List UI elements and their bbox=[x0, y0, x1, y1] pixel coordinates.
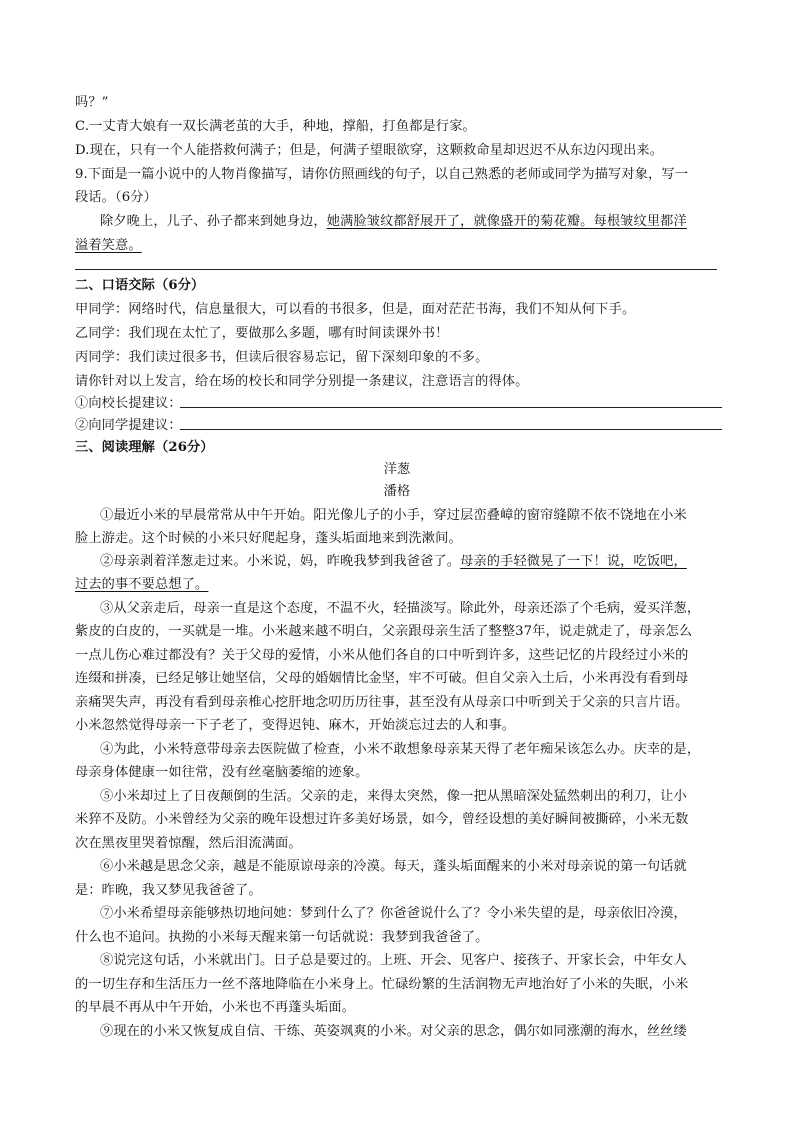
paragraph-6-line1: ⑥小米越是思念父亲，越是不能原谅母亲的冷漠。每天，蓬头垢面醒来的小米对母亲说的第一句话就 bbox=[100, 859, 687, 874]
paragraph-5-line2: 米猝不及防。小米曾经为父亲的晚年设想过许多美好场景，如今，曾经设想的美好瞬间被撕碎，小米无数 bbox=[75, 812, 689, 827]
paragraph-7-line1: ⑦小米希望母亲能够热切地问她：梦到什么了？你爸爸说什么了？令小米失望的是，母亲依旧冷漠， bbox=[100, 906, 687, 921]
q9-prompt-line2: 段话。（6分） bbox=[75, 190, 157, 205]
paragraph-1-line1: ①最近小米的早晨常常从中午开始。阳光像儿子的小手，穿过层峦叠嶂的窗帘缝隙不依不饶地在小米 bbox=[100, 508, 687, 523]
classmate-suggestion-label: ②向同学提建议： bbox=[75, 418, 182, 433]
prev-question-tail: 吗？” bbox=[75, 95, 109, 110]
q9-example-underlined-2: 溢着笑意。 bbox=[75, 238, 142, 253]
paragraph-1-line2: 脸上游走。这个时候的小米只好爬起身，蓬头垢面地来到洗漱间。 bbox=[75, 531, 462, 546]
option-c: C.一丈青大娘有一双长满老茧的大手，种地，撑船，打鱼都是行家。 bbox=[75, 119, 476, 134]
paragraph-3-line6: 小米忽然觉得母亲一下子老了，变得迟钝、麻木，开始淡忘过去的人和事。 bbox=[75, 718, 516, 733]
paragraph-2-line1 bbox=[100, 551, 687, 573]
paragraph-8-line3: 的早晨不再从中午开始，小米也不再蓬头垢面。 bbox=[75, 1000, 356, 1015]
paragraph-3-line1: ③从父亲走后，母亲一直是这个态度，不温不火，轻描淡写。除此外，母亲还添了个毛病，爱买洋葱， bbox=[100, 601, 701, 616]
paragraph-5-line1: ⑤小米却过上了日夜颠倒的生活。父亲的走，来得太突然，像一把从黑暗深处猛然刺出的利刀，让小 bbox=[100, 789, 687, 804]
q9-example-underlined-1: 她满脸皱纹都舒展开了，就像盛开的菊花瓣。每根皱纹里都洋 bbox=[326, 214, 687, 229]
classmate-answer-line[interactable] bbox=[180, 429, 722, 430]
paragraph-2-underlined-1: 母亲的手轻微晃了一下！说，吃饭吧， bbox=[460, 554, 687, 569]
section2-prompt: 请你针对以上发言，给在场的校长和同学分别提一条建议，注意语言的得体。 bbox=[75, 374, 529, 389]
q9-example-line1 bbox=[100, 211, 687, 233]
story-author: 潘格 bbox=[383, 484, 411, 499]
paragraph-6-line2: 是：昨晚，我又梦见我爸爸了。 bbox=[75, 883, 262, 898]
paragraph-3-line4: 连缀和拼凑，已经足够让她坚信，父母的婚姻情比金坚，牢不可破。但自父亲入土后，小米再没有看到母 bbox=[75, 671, 689, 686]
paragraph-2-plain: ②母亲剥着洋葱走过来。小米说，妈，昨晚我梦到我爸爸了。 bbox=[100, 554, 461, 569]
student-bing-line: 丙同学：我们读过很多书，但读后很容易忘记，留下深刻印象的不多。 bbox=[75, 350, 489, 365]
q9-answer-line[interactable] bbox=[75, 269, 717, 270]
paragraph-5-line3: 次在黑夜里哭着惊醒，然后泪流满面。 bbox=[75, 836, 302, 851]
section2-heading: 二、口语交际（6分） bbox=[75, 278, 205, 293]
section3-heading: 三、阅读理解（26分） bbox=[75, 440, 214, 455]
principal-answer-line[interactable] bbox=[180, 407, 722, 408]
paragraph-4-line1: ④为此，小米特意带母亲去医院做了检查，小米不敢想象母亲某天得了老年痴呆该怎么办。庆幸的是， bbox=[100, 742, 701, 757]
option-d: D.现在，只有一个人能搭救何满子；但是，何满子望眼欲穿，这颗救命星却迟迟不从东边闪现出来。 bbox=[75, 143, 664, 158]
q9-prompt-line1: 9.下面是一篇小说中的人物肖像描写，请你仿照画线的句子，以自己熟悉的老师或同学为描写对象，写一 bbox=[75, 167, 689, 182]
paragraph-2-underlined-2: 过去的事不要总想了。 bbox=[75, 577, 209, 592]
paragraph-3-line2: 紫皮的白皮的，一买就是一堆。小米越来越不明白，父亲跟母亲生活了整整37年，说走就走了，母亲怎么 bbox=[75, 624, 693, 639]
student-yi-line: 乙同学：我们现在太忙了，要做那么多题，哪有时间读课外书！ bbox=[75, 326, 449, 341]
principal-suggestion-label: ①向校长提建议： bbox=[75, 396, 182, 411]
paragraph-7-line2: 什么也不追问。执拗的小米每天醒来第一句话就说：我梦到我爸爸了。 bbox=[75, 930, 489, 945]
paragraph-3-line3: 一点儿伤心难过都没有？关于父母的爱情，小米从他们各自的口中听到许多，这些记忆的片段经过小米的 bbox=[75, 648, 689, 663]
paragraph-8-line2: 的一切生存和生活压力一丝不落地降临在小米身上。忙碌纷繁的生活润物无声地治好了小米的失眠，小米 bbox=[75, 977, 689, 992]
paragraph-9-line1: ⑨现在的小米又恢复成自信、干练、英姿飒爽的小米。对父亲的思念，偶尔如同涨潮的海水，丝丝缕 bbox=[100, 1024, 687, 1039]
paragraph-8-line1: ⑧说完这句话，小米就出门。日子总是要过的。上班、开会、见客户、接孩子、开家长会，中年女人 bbox=[100, 953, 687, 968]
q9-example-plain: 除夕晚上，儿子、孙子都来到她身边， bbox=[100, 214, 327, 229]
paragraph-3-line5: 亲痛哭失声，再没有看到母亲椎心挖肝地念叨历历往事，甚至没有从母亲口中听到关于父亲的只言片语。 bbox=[75, 695, 689, 710]
paragraph-4-line2: 母亲身体健康一如往常，没有丝毫脑萎缩的迹象。 bbox=[75, 765, 369, 780]
student-jia-line: 甲同学：网络时代，信息量很大，可以看的书很多，但是，面对茫茫书海，我们不知从何下手。 bbox=[75, 302, 636, 317]
story-title: 洋葱 bbox=[383, 462, 411, 477]
